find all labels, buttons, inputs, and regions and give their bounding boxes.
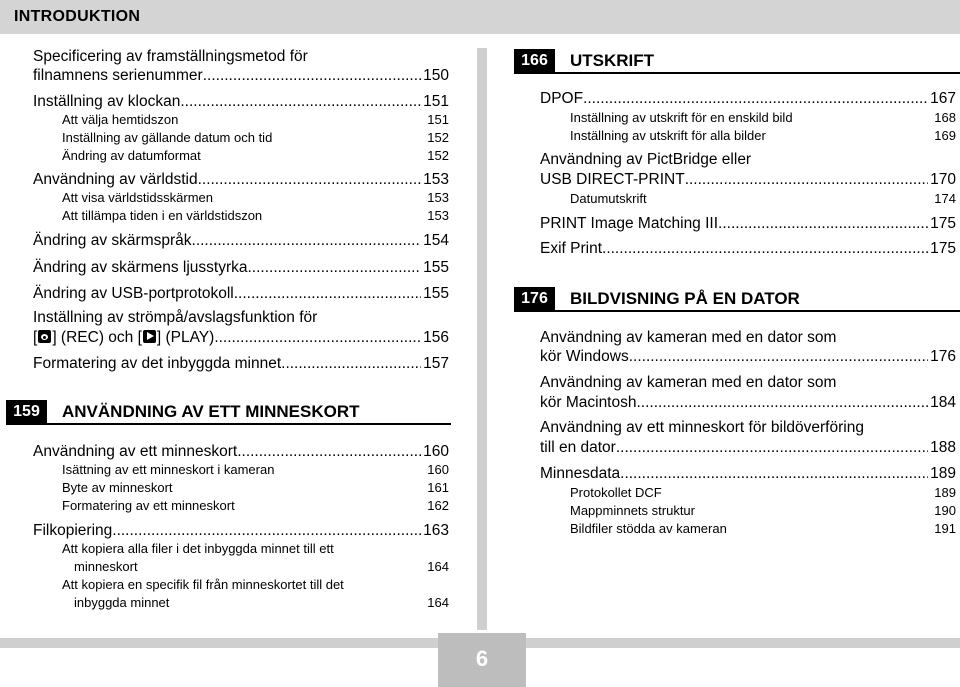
- toc-page: 155: [423, 285, 449, 302]
- toc-entry[interactable]: Användning av världstid ..... 153: [33, 171, 449, 189]
- toc-entry[interactable]: filnamnens serienummer ..... 150: [33, 67, 449, 85]
- toc-line: Specificering av framställningsmetod för: [33, 48, 308, 65]
- toc-entry[interactable]: kör Macintosh ..... 184: [540, 394, 956, 412]
- toc-subentry[interactable]: Inställning av utskrift för en enskild bild 168: [570, 110, 956, 125]
- toc-page: 160: [427, 462, 449, 477]
- play-icon: [143, 330, 156, 343]
- toc-page: 156: [423, 329, 449, 346]
- toc-entry[interactable]: Exif Print ..... 175: [540, 240, 956, 258]
- section-title: BILDVISNING PÅ EN DATOR: [570, 289, 800, 308]
- toc-page: 169: [934, 128, 956, 143]
- toc-page: 154: [423, 232, 449, 249]
- toc-entry[interactable]: till en dator ..... 188: [540, 439, 956, 457]
- toc-entry[interactable]: Formatering av det inbyggda minnet ..... 157: [33, 355, 449, 373]
- toc-entry[interactable]: PRINT Image Matching III ..... 175: [540, 215, 956, 233]
- section-title: ANVÄNDNING AV ETT MINNESKORT: [62, 402, 360, 421]
- toc-page: 161: [427, 480, 449, 495]
- toc-entry[interactable]: USB DIRECT-PRINT ..... 170: [540, 171, 956, 189]
- page-number-box: [438, 633, 526, 687]
- chapter-title: INTRODUKTION: [14, 8, 141, 25]
- toc-page: 176: [930, 348, 956, 365]
- toc-entry[interactable]: Inställning av klockan ..... 151: [33, 93, 449, 111]
- toc-page: 168: [934, 110, 956, 125]
- section-title: UTSKRIFT: [570, 51, 655, 70]
- toc-line: Användning av kameran med en dator som: [540, 374, 837, 391]
- toc-entry-rec-play[interactable]: [ ] (REC) och [ ] (PLAY) ..... 156: [33, 329, 449, 347]
- toc-subentry[interactable]: Inställning av utskrift för alla bilder 169: [570, 128, 956, 143]
- toc-page: 170: [930, 171, 956, 188]
- section-number: 159: [6, 400, 47, 423]
- toc-page: 153: [427, 190, 449, 205]
- section-number: 166: [514, 49, 555, 72]
- toc-subentry[interactable]: Mappminnets struktur 190: [570, 503, 956, 518]
- toc-line: Användning av kameran med en dator som: [540, 329, 837, 346]
- toc-entry[interactable]: DPOF ..... 167: [540, 90, 956, 108]
- toc-entry[interactable]: Ändring av USB-portprotokoll ..... 155: [33, 285, 449, 303]
- toc-page: 184: [930, 394, 956, 411]
- toc-page: 175: [930, 215, 956, 232]
- toc-subentry[interactable]: minneskort 164: [74, 559, 449, 574]
- column-divider: [477, 48, 487, 630]
- toc-page: 164: [427, 559, 449, 574]
- toc-page: 153: [427, 208, 449, 223]
- toc-page: 157: [423, 355, 449, 372]
- toc-page: 163: [423, 522, 449, 539]
- toc-page: 151: [423, 93, 449, 110]
- toc-page: 191: [934, 521, 956, 536]
- toc-subentry[interactable]: Inställning av gällande datum och tid 152: [62, 130, 449, 145]
- toc-subentry[interactable]: inbyggda minnet 164: [74, 595, 449, 610]
- toc-page: 164: [427, 595, 449, 610]
- toc-page: 152: [427, 148, 449, 163]
- toc-subentry[interactable]: Att visa världstidsskärmen 153: [62, 190, 449, 205]
- toc-subentry[interactable]: Att tillämpa tiden i en världstidszon 153: [62, 208, 449, 223]
- toc-subentry[interactable]: Datumutskrift 174: [570, 191, 956, 206]
- toc-entry[interactable]: Filkopiering ..... 163: [33, 522, 449, 540]
- toc-subentry[interactable]: Isättning av ett minneskort i kameran 160: [62, 462, 449, 477]
- section-rule: [6, 423, 451, 425]
- toc-page: 150: [423, 67, 449, 84]
- toc-page: 175: [930, 240, 956, 257]
- chapter-header-bar: [0, 0, 960, 34]
- toc-subentry[interactable]: Byte av minneskort 161: [62, 480, 449, 495]
- toc-line: Inställning av strömpå/avslagsfunktion för: [33, 309, 318, 326]
- toc-subentry[interactable]: Protokollet DCF 189: [570, 485, 956, 500]
- toc-page: 189: [934, 485, 956, 500]
- toc-page: 153: [423, 171, 449, 188]
- section-rule: [514, 310, 960, 312]
- toc-page: 155: [423, 259, 449, 276]
- toc-page: 189: [930, 465, 956, 482]
- toc-subentry[interactable]: Bildfiler stödda av kameran 191: [570, 521, 956, 536]
- toc-entry[interactable]: Minnesdata ..... 189: [540, 465, 956, 483]
- toc-entry[interactable]: Ändring av skärmens ljusstyrka ..... 155: [33, 259, 449, 277]
- toc-page: 190: [934, 503, 956, 518]
- toc-page: 152: [427, 130, 449, 145]
- rec-camera-icon: [38, 330, 51, 343]
- toc-page: 160: [423, 443, 449, 460]
- page-number: 6: [475, 646, 489, 671]
- toc-subentry[interactable]: Ändring av datumformat 152: [62, 148, 449, 163]
- toc-subline: Att kopiera alla filer i det inbyggda minnet till ett: [62, 541, 334, 556]
- section-rule: [514, 72, 960, 74]
- toc-page: 188: [930, 439, 956, 456]
- toc-entry[interactable]: Ändring av skärmspråk ..... 154: [33, 232, 449, 250]
- toc-subentry[interactable]: Att välja hemtidszon 151: [62, 112, 449, 127]
- toc-page: 174: [934, 191, 956, 206]
- toc-entry[interactable]: kör Windows ..... 176: [540, 348, 956, 366]
- toc-subline: Att kopiera en specifik fil från minneskortet till det: [62, 577, 344, 592]
- toc-line: Användning av ett minneskort för bildöverföring: [540, 419, 864, 436]
- toc-page: 167: [930, 90, 956, 107]
- toc-page: 162: [427, 498, 449, 513]
- section-number: 176: [514, 287, 555, 310]
- toc-subentry[interactable]: Formatering av ett minneskort 162: [62, 498, 449, 513]
- toc-line: Användning av PictBridge eller: [540, 151, 752, 168]
- toc-entry[interactable]: Användning av ett minneskort ..... 160: [33, 443, 449, 461]
- toc-page: 151: [427, 112, 449, 127]
